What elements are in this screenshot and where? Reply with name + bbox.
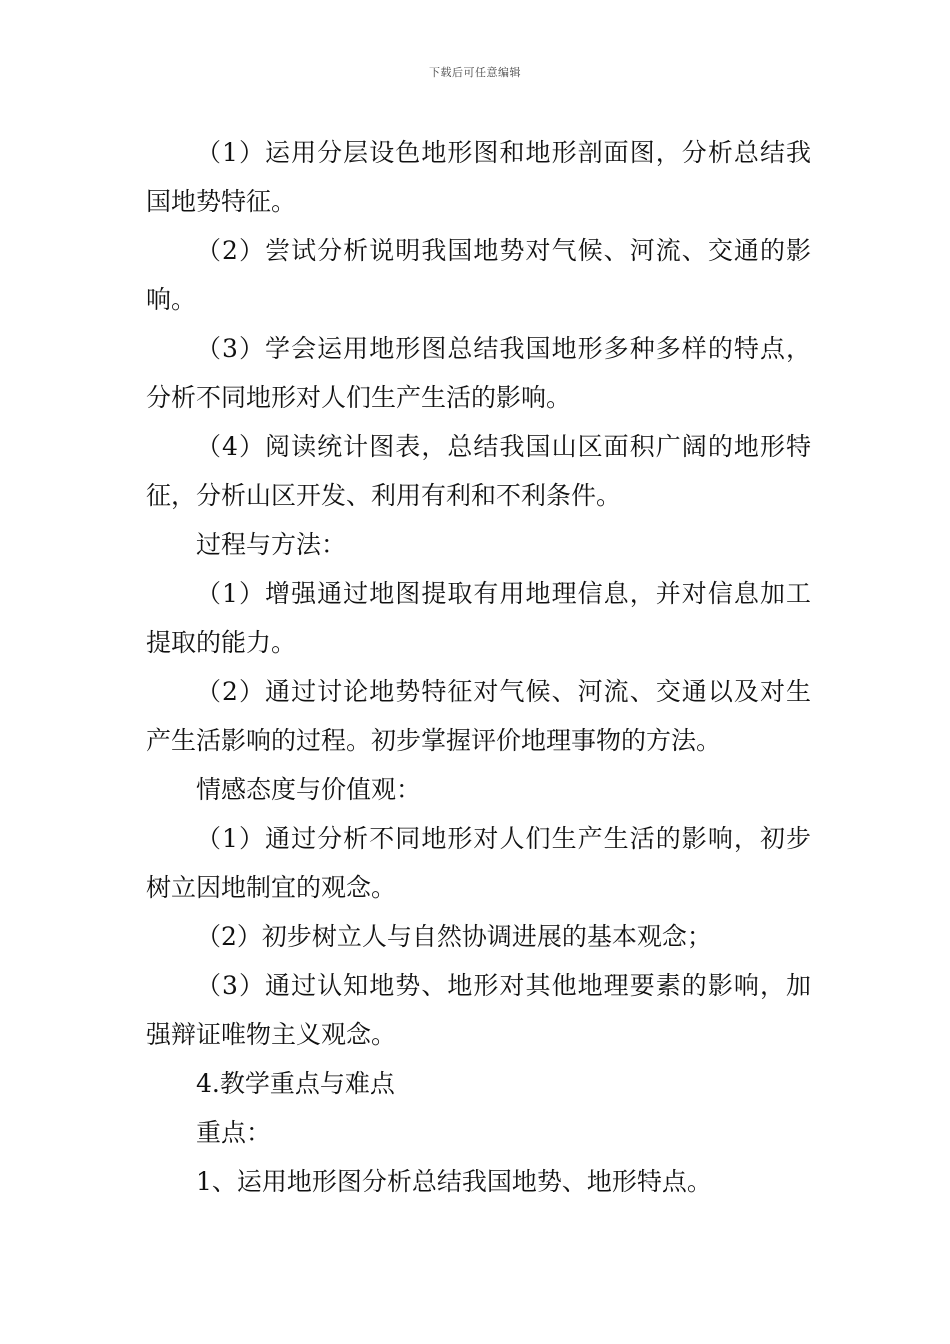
section-heading-process-methods: 过程与方法：	[196, 530, 347, 559]
header-note: 下载后可任意编辑	[429, 66, 521, 79]
paragraph-attitude-2: （2）初步树立人与自然协调进展的基本观念；	[196, 922, 712, 951]
paragraph-objective-1: （1）运用分层设色地形图和地形剖面图，分析总结我国地势特征。	[146, 138, 811, 216]
paragraph-objective-3: （3）学会运用地形图总结我国地形多种多样的特点，分析不同地形对人们生产生活的影响。	[146, 334, 811, 412]
paragraph-objective-2: （2）尝试分析说明我国地势对气候、河流、交通的影响。	[146, 236, 811, 314]
paragraph-process-2: （2）通过讨论地势特征对气候、河流、交通以及对生产生活影响的过程。初步掌握评价地理事物的方法。	[146, 677, 811, 755]
paragraph-attitude-3: （3）通过认知地势、地形对其他地理要素的影响，加强辩证唯物主义观念。	[146, 971, 811, 1049]
section-heading-attitudes-values: 情感态度与价值观：	[196, 775, 422, 804]
paragraph-attitude-1: （1）通过分析不同地形对人们生产生活的影响，初步树立因地制宜的观念。	[146, 824, 811, 902]
document-body	[146, 128, 811, 1206]
subheading-key-points: 重点：	[196, 1118, 272, 1147]
paragraph-objective-4: （4）阅读统计图表，总结我国山区面积广阔的地形特征，分析山区开发、利用有利和不利条件。	[146, 432, 811, 510]
paragraph-key-point-1: 1、运用地形图分析总结我国地势、地形特点。	[196, 1167, 712, 1196]
section-heading-key-points: 4.教学重点与难点	[196, 1069, 395, 1098]
paragraph-process-1: （1）增强通过地图提取有用地理信息，并对信息加工提取的能力。	[146, 579, 811, 657]
